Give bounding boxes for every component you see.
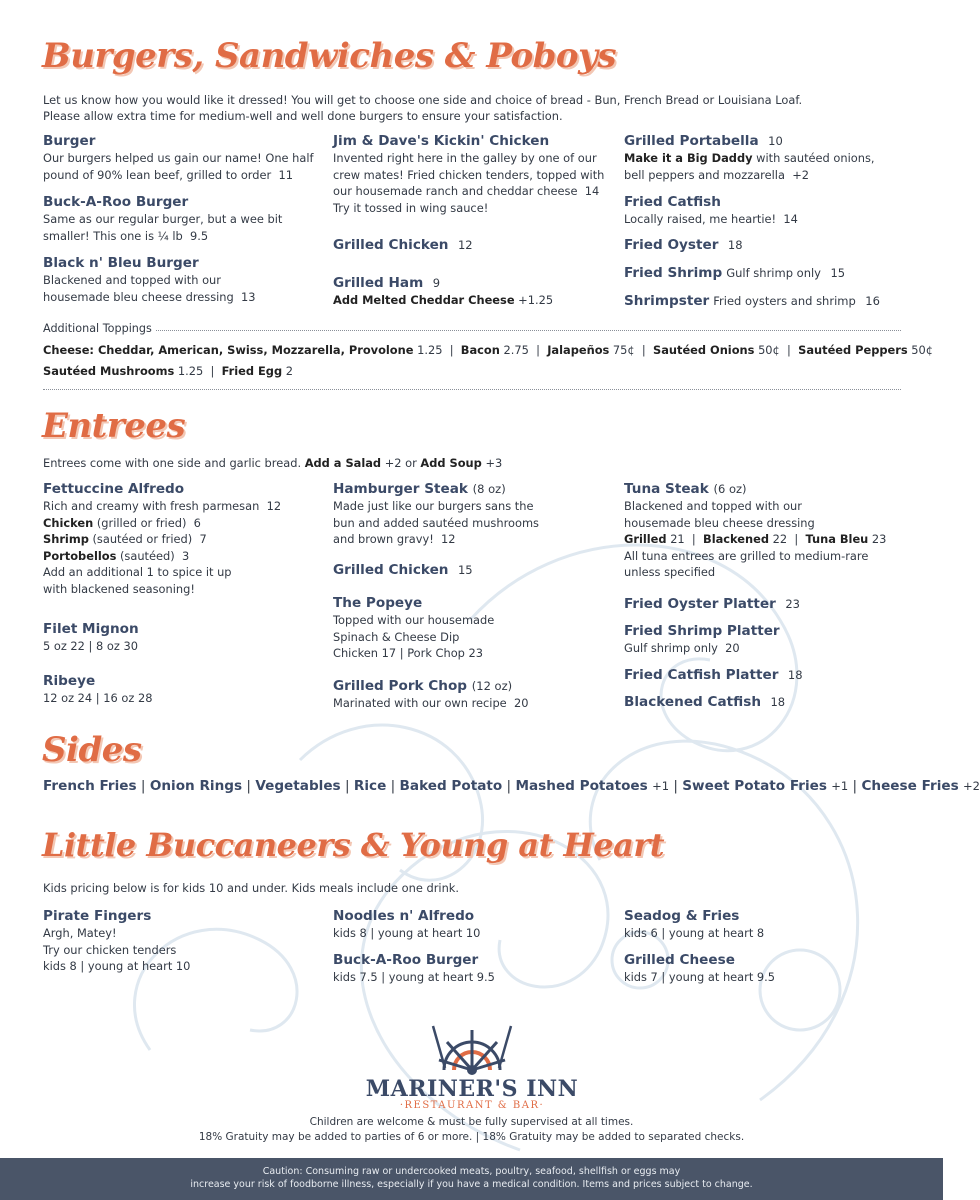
item-description: Try our chicken tenders xyxy=(43,942,177,957)
item-price: 12 xyxy=(266,499,282,513)
menu-item-black-n-bleu-burger xyxy=(43,254,333,305)
item-price: 9 xyxy=(432,276,441,290)
item-description: bun and added sautéed mushrooms xyxy=(333,515,539,530)
item-price: 15 xyxy=(830,266,846,280)
add-salad-price: +2 or xyxy=(384,456,417,470)
option-price: 21 xyxy=(670,532,685,547)
item-price: 13 xyxy=(241,289,256,304)
menu-item-fettuccine-alfredo xyxy=(43,480,333,598)
item-note: Fried oysters and shrimp xyxy=(713,294,856,308)
topping-price: 50¢ xyxy=(911,343,934,357)
menu-item-grilled-chicken-sandwich xyxy=(333,236,623,254)
menu-item-grilled-ham xyxy=(333,274,623,309)
item-name: Noodles n' Alfredo xyxy=(333,908,475,924)
entrees-intro xyxy=(43,455,502,471)
side-item: Sweet Potato Fries xyxy=(682,778,827,794)
item-price: 9.5 xyxy=(189,228,209,243)
menu-item-ribeye xyxy=(43,672,333,707)
item-description: Try it tossed in wing sauce! xyxy=(333,200,489,215)
menu-item-grilled-chicken-entree xyxy=(333,561,623,579)
side-item: French Fries xyxy=(43,778,137,794)
item-note: (12 oz) xyxy=(471,679,513,693)
item-price-options: 12 oz 24 | 16 oz 28 xyxy=(43,691,153,705)
menu-item-fried-catfish-platter xyxy=(624,666,914,684)
item-description: crew mates! Fried chicken tenders, topped with xyxy=(333,167,605,182)
side-item: Rice xyxy=(353,778,387,794)
toppings-label: Additional Toppings xyxy=(43,322,156,335)
topping-name: Fried Egg xyxy=(221,364,283,378)
toppings-row-1: Cheese: Cheddar, American, Swiss, Mozzarella, Provolone 1.25 | Bacon 2.75 | Jalapeños 75¢ | Sautéed Onions 50¢ | Sautéed Peppers 50¢ xyxy=(43,343,934,357)
item-description: housemade bleu cheese dressing xyxy=(624,515,815,530)
item-name: Fried Catfish xyxy=(624,194,721,210)
item-note: (8 oz) xyxy=(472,482,506,496)
toppings-divider xyxy=(43,330,901,331)
item-price-options: kids 7 | young at heart 9.5 xyxy=(624,970,776,984)
logo-subtitle: ·RESTAURANT & BAR· xyxy=(399,1100,545,1111)
topping-price: 75¢ xyxy=(612,343,635,357)
item-description: Locally raised, me heartie! xyxy=(624,212,777,226)
topping-name: Bacon xyxy=(460,343,500,357)
item-description: unless specified xyxy=(624,565,716,580)
item-price: 11 xyxy=(278,167,293,182)
item-name: Grilled Ham xyxy=(333,275,424,291)
item-description: Our burgers helped us gain our name! One half xyxy=(43,151,314,165)
item-name: Fried Shrimp Platter xyxy=(624,623,780,639)
item-description: Blackened and topped with our xyxy=(624,499,802,513)
item-description: housemade bleu cheese dressing xyxy=(43,289,234,304)
gratuity-policy: 18% Gratuity may be added to parties of 6 or more. | 18% Gratuity may be added to separated checks. xyxy=(198,1131,745,1143)
option-price: 23 xyxy=(871,532,887,547)
topping-name: Sautéed Mushrooms xyxy=(43,364,175,378)
item-name: The Popeye xyxy=(333,595,423,611)
topping-name: Cheese: Cheddar, American, Swiss, Mozzarella, Provolone xyxy=(43,343,414,357)
option-price: 7 xyxy=(199,532,207,547)
item-name: Buck-A-Roo Burger xyxy=(43,194,189,210)
option-note: (grilled or fried) xyxy=(96,515,187,530)
item-name: Shrimpster xyxy=(624,293,710,309)
item-price-options: kids 7.5 | young at heart 9.5 xyxy=(333,970,495,984)
item-price: 14 xyxy=(584,184,600,199)
item-price: 15 xyxy=(457,563,473,577)
item-description: Rich and creamy with fresh parmesan xyxy=(43,499,260,513)
item-name: Grilled Chicken xyxy=(333,562,449,578)
menu-item-blackened-catfish xyxy=(624,693,914,711)
item-name: Blackened Catfish xyxy=(624,694,761,710)
side-item: Vegetables xyxy=(255,778,341,794)
menu-item-fried-oyster xyxy=(624,236,914,254)
item-description: and brown gravy! xyxy=(333,532,434,547)
item-price: 20 xyxy=(513,696,529,710)
menu-item-fried-oyster-platter xyxy=(624,595,914,613)
item-price: 12 xyxy=(457,238,473,252)
topping-price: 1.25 xyxy=(177,364,204,378)
item-upgrade: Make it a Big Daddy xyxy=(624,151,753,165)
add-salad-label: Add a Salad xyxy=(304,456,382,470)
menu-item-buck-a-roo-burger xyxy=(43,193,333,244)
caution-line-1: Caution: Consuming raw or undercooked meats, poultry, seafood, shellfish or eggs may xyxy=(262,1166,681,1177)
item-note: (6 oz) xyxy=(713,482,747,496)
ship-wheel-icon xyxy=(427,1022,517,1072)
item-name: Fried Oyster Platter xyxy=(624,596,776,612)
kids-intro: Kids pricing below is for kids 10 and under. Kids meals include one drink. xyxy=(43,881,460,895)
item-note: Gulf shrimp only xyxy=(726,266,821,280)
item-name: Filet Mignon xyxy=(43,621,139,637)
item-description: Marinated with our own recipe xyxy=(333,696,507,710)
item-addon: Add Melted Cheddar Cheese xyxy=(333,293,515,307)
option-name: Chicken xyxy=(43,515,94,530)
menu-item-filet-mignon xyxy=(43,620,333,655)
option-name: Shrimp xyxy=(43,532,89,547)
menu-item-kickin-chicken xyxy=(333,132,623,216)
caution-line-2: increase your risk of foodborne illness, especially if you have a medical condition. Items and prices subject to change. xyxy=(190,1179,753,1190)
logo-name: MARINER'S INN xyxy=(365,1076,579,1102)
item-price: +2 xyxy=(792,167,809,182)
item-price: 18 xyxy=(727,238,743,252)
menu-item-fried-shrimp xyxy=(624,264,914,282)
menu-item-shrimpster xyxy=(624,292,914,310)
item-price: 20 xyxy=(725,641,740,655)
kids-section-title: Little Buccaneers & Young at Heart xyxy=(42,826,664,864)
burgers-intro-line-2: Please allow extra time for medium-well and well done burgers to ensure your satisfaction. xyxy=(43,109,563,123)
item-name: Grilled Pork Chop xyxy=(333,678,468,694)
menu-item-grilled-pork-chop xyxy=(333,677,623,712)
topping-name: Sautéed Onions xyxy=(653,343,755,357)
item-description: Spinach & Cheese Dip xyxy=(333,629,460,644)
option-price: 22 xyxy=(772,532,788,547)
item-name: Tuna Steak xyxy=(624,481,709,497)
side-item: Baked Potato xyxy=(399,778,503,794)
topping-price: 50¢ xyxy=(758,343,780,357)
item-name: Jim & Dave's Kickin' Chicken xyxy=(333,133,550,149)
item-description: Gulf shrimp only xyxy=(624,641,718,655)
children-policy: Children are welcome & must be fully supervised at all times. xyxy=(309,1116,634,1128)
entrees-intro-text: Entrees come with one side and garlic bread. xyxy=(43,456,302,470)
caution-footer xyxy=(0,1158,943,1200)
option-name: Portobellos xyxy=(43,548,117,563)
section-divider xyxy=(43,389,901,390)
menu-item-seadog-fries xyxy=(624,907,914,942)
burgers-section-title: Burgers, Sandwiches & Poboys xyxy=(42,36,617,76)
menu-item-the-popeye xyxy=(333,594,623,662)
item-price: 16 xyxy=(865,294,880,308)
menu-item-grilled-portabella xyxy=(624,132,914,183)
item-description: Add an additional 1 to spice it up xyxy=(43,565,232,580)
add-soup-label: Add Soup xyxy=(420,456,482,470)
sides-section-title: Sides xyxy=(42,730,142,770)
side-item: Mashed Potatoes xyxy=(515,778,648,794)
menu-item-kids-buck-a-roo-burger xyxy=(333,951,623,986)
item-description: Made just like our burgers sans the xyxy=(333,499,534,513)
item-name: Burger xyxy=(43,133,96,149)
topping-name: Sautéed Peppers xyxy=(798,343,908,357)
side-price: +2 xyxy=(963,779,980,793)
add-soup-price: +3 xyxy=(485,456,503,470)
item-name: Grilled Portabella xyxy=(624,133,759,149)
item-price: 23 xyxy=(785,597,800,611)
item-description: with sautéed onions, xyxy=(756,151,875,165)
item-name: Fried Oyster xyxy=(624,237,719,253)
option-note: (sautéed or fried) xyxy=(92,532,193,547)
menu-item-tuna-steak: Tuna Steak (6 oz) Blackened and topped with our housemade bleu cheese dressing Grilled 21 | Blackened 22 | Tuna Bleu 23 All tuna entrees are grilled to medium-rare unless specified xyxy=(624,480,914,581)
item-description: smaller! This one is ¼ lb xyxy=(43,228,183,243)
menu-item-noodles-n-alfredo xyxy=(333,907,623,942)
item-description: with blackened seasoning! xyxy=(43,581,195,596)
menu-item-fried-shrimp-platter xyxy=(624,622,914,657)
sides-list: French Fries | Onion Rings | Vegetables | Rice | Baked Potato | Mashed Potatoes +1 | Sweet Potato Fries +1 | Cheese Fries +2 xyxy=(43,778,980,794)
toppings-row-2: Sautéed Mushrooms 1.25 | Fried Egg 2 xyxy=(43,364,293,378)
item-description: Topped with our housemade xyxy=(333,613,495,627)
item-name: Grilled Chicken xyxy=(333,237,449,253)
item-name: Black n' Bleu Burger xyxy=(43,255,199,271)
option-price: 6 xyxy=(193,515,201,530)
item-price-options: kids 8 | young at heart 10 xyxy=(333,926,481,940)
option-name: Blackened xyxy=(703,532,770,547)
option-price: 3 xyxy=(181,548,190,563)
option-name: Tuna Bleu xyxy=(805,532,869,547)
menu-item-fried-catfish xyxy=(624,193,914,228)
topping-price: 2 xyxy=(285,364,293,378)
item-description: All tuna entrees are grilled to medium-rare xyxy=(624,548,869,563)
item-name: Fettuccine Alfredo xyxy=(43,481,185,497)
item-description: Invented right here in the galley by one of our xyxy=(333,151,597,165)
item-addon-price: +1.25 xyxy=(518,293,554,307)
item-description: pound of 90% lean beef, grilled to order xyxy=(43,167,272,182)
item-description: bell peppers and mozzarella xyxy=(624,167,785,182)
item-description: Blackened and topped with our xyxy=(43,273,221,287)
option-name: Grilled xyxy=(624,532,667,547)
item-price: 18 xyxy=(787,668,803,682)
topping-price: 2.75 xyxy=(503,343,529,357)
item-name: Ribeye xyxy=(43,673,96,689)
menu-item-pirate-fingers xyxy=(43,907,333,975)
item-name: Fried Catfish Platter xyxy=(624,667,779,683)
option-note: (sautéed) xyxy=(119,548,175,563)
restaurant-logo xyxy=(360,1022,584,1111)
burgers-intro-line-1: Let us know how you would like it dressed! You will get to choose one side and choice of bread - Bun, French Bread or Louisiana Loaf. xyxy=(43,93,803,107)
menu-item-grilled-cheese xyxy=(624,951,914,986)
item-price: 18 xyxy=(770,695,786,709)
item-price-options: 5 oz 22 | 8 oz 30 xyxy=(43,639,138,653)
item-price: 14 xyxy=(783,212,798,226)
item-name: Fried Shrimp xyxy=(624,265,723,281)
item-name: Buck-A-Roo Burger xyxy=(333,952,479,968)
side-item: Cheese Fries xyxy=(861,778,959,794)
topping-price: 1.25 xyxy=(417,343,443,357)
item-price: 12 xyxy=(441,532,456,547)
item-name: Pirate Fingers xyxy=(43,908,152,924)
item-price-options: kids 8 | young at heart 10 xyxy=(43,959,191,974)
item-name: Seadog & Fries xyxy=(624,908,740,924)
item-name: Grilled Cheese xyxy=(624,952,735,968)
item-description: our housemade ranch and cheddar cheese xyxy=(333,184,578,199)
menu-item-hamburger-steak xyxy=(333,480,623,548)
item-description: Same as our regular burger, but a wee bit xyxy=(43,212,283,226)
item-description: Argh, Matey! xyxy=(43,926,117,940)
side-price: +1 xyxy=(831,779,849,793)
policy-notes xyxy=(0,1115,943,1145)
item-price-options: kids 6 | young at heart 8 xyxy=(624,926,765,940)
item-price-options: Chicken 17 | Pork Chop 23 xyxy=(333,646,484,661)
entrees-section-title: Entrees xyxy=(42,406,186,446)
side-price: +1 xyxy=(652,779,670,793)
item-price: 10 xyxy=(768,134,783,148)
topping-name: Jalapeños xyxy=(547,343,610,357)
side-item: Onion Rings xyxy=(149,778,243,794)
menu-item-burger xyxy=(43,132,333,183)
item-name: Hamburger Steak xyxy=(333,481,468,497)
